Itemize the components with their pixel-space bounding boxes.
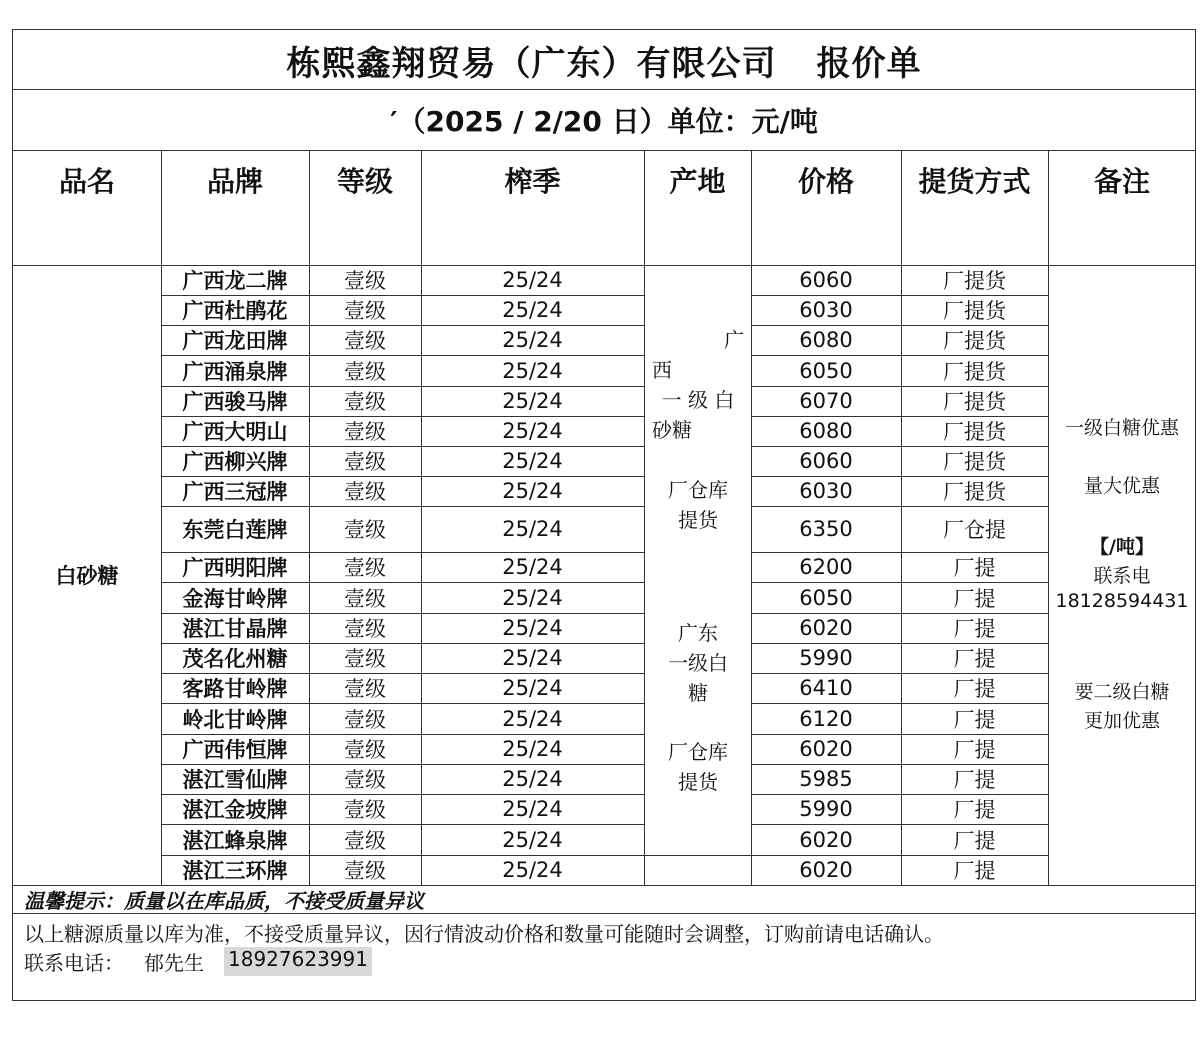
notes-line4: 联系电 (1093, 565, 1151, 587)
origin-line: 提货 (678, 770, 718, 794)
brand-cell: 广西龙田牌 (182, 329, 288, 353)
season-cell: 25/24 (502, 419, 563, 443)
column-header: 等级 (336, 165, 393, 198)
price-cell: 5990 (799, 797, 853, 821)
pickup-cell: 厂提货 (943, 269, 1006, 293)
season-cell: 25/24 (502, 389, 563, 413)
price-cell: 6020 (799, 737, 853, 761)
contact-line (24, 947, 372, 976)
pickup-cell: 厂提货 (943, 329, 1006, 353)
pickup-cell: 厂提 (953, 768, 996, 792)
pickup-cell: 厂提 (953, 586, 996, 611)
season-cell: 25/24 (502, 585, 563, 610)
pickup-cell: 厂提 (953, 617, 996, 641)
grade-cell: 壹级 (344, 707, 386, 732)
contact-name: 郁先生 (144, 951, 204, 975)
season-cell: 25/24 (502, 449, 563, 473)
season-cell: 25/24 (502, 767, 563, 791)
season-cell: 25/24 (502, 827, 563, 852)
pickup-cell: 厂提 (953, 859, 996, 883)
price-cell: 6200 (799, 555, 853, 579)
origin-line (652, 445, 744, 475)
brand-cell: 湛江雪仙牌 (182, 768, 288, 792)
origin-line (652, 708, 744, 737)
warm-tip: 温馨提示：质量以在库品质，不接受质量异议 (24, 889, 424, 913)
grade-cell: 壹级 (344, 420, 386, 444)
price-cell: 6030 (799, 298, 853, 322)
notes-line6: 要二级白糖 (1074, 681, 1170, 703)
brand-cell: 广西骏马牌 (182, 390, 288, 414)
origin-guangxi (652, 325, 744, 535)
season-cell: 25/24 (502, 616, 563, 640)
price-cell: 5990 (799, 646, 853, 670)
grade-cell: 壹级 (344, 738, 386, 762)
grade-cell: 壹级 (344, 556, 386, 580)
brand-cell: 广西明阳牌 (182, 556, 288, 580)
brand-cell: 湛江金坡牌 (182, 798, 288, 822)
price-cell: 6050 (799, 358, 853, 383)
price-cell: 6050 (799, 585, 853, 610)
pickup-cell: 厂提 (953, 556, 996, 580)
column-header: 提货方式 (918, 165, 1031, 198)
brand-cell: 广西杜鹃花 (182, 299, 288, 323)
season-cell: 25/24 (502, 517, 563, 541)
brand-cell: 茂名化州糖 (182, 647, 288, 671)
season-cell: 25/24 (502, 858, 563, 882)
brand-cell: 客路甘岭牌 (182, 677, 288, 701)
origin-line: 广 (724, 328, 744, 352)
grade-cell: 壹级 (344, 269, 386, 293)
product-name: 白砂糖 (55, 564, 119, 588)
brand-cell: 东莞白莲牌 (182, 518, 288, 542)
season-cell: 25/24 (502, 646, 563, 670)
season-cell: 25/24 (502, 328, 563, 352)
page-title (13, 30, 1195, 90)
brand-cell: 金海甘岭牌 (182, 586, 288, 611)
season-cell: 25/24 (502, 676, 563, 700)
price-cell: 6020 (799, 616, 853, 640)
price-cell: 6120 (799, 706, 853, 731)
column-divider (1048, 150, 1049, 885)
origin-line: 广东 (678, 621, 718, 645)
column-header: 产地 (669, 165, 726, 198)
company-name: 栋熙鑫翔贸易（广东）有限公司 (286, 43, 777, 84)
pickup-cell: 厂提 (953, 798, 996, 822)
origin-line: 一 级 白 (661, 388, 735, 412)
grade-cell: 壹级 (344, 480, 386, 504)
season-cell: 25/24 (502, 268, 563, 292)
pickup-cell: 厂提货 (943, 480, 1006, 504)
season-cell: 25/24 (502, 706, 563, 731)
origin-line: 提货 (678, 508, 718, 532)
notes-line2: 量大优惠 (1083, 475, 1160, 497)
season-cell: 25/24 (502, 358, 563, 383)
grade-cell: 壹级 (344, 828, 386, 853)
season-cell: 25/24 (502, 797, 563, 821)
doc-type: 报价单 (816, 43, 922, 84)
column-header: 备注 (1093, 165, 1150, 198)
price-cell: 6080 (799, 419, 853, 443)
origin-line: 糖 (688, 681, 708, 705)
row-divider (644, 855, 751, 856)
pickup-cell: 厂提 (953, 828, 996, 853)
season-cell: 25/24 (502, 298, 563, 322)
price-cell: 6020 (799, 858, 853, 882)
column-header: 品名 (58, 165, 115, 198)
brand-cell: 广西大明山 (182, 420, 288, 444)
contact-phone[interactable]: 18927623991 (224, 947, 372, 976)
brand-cell: 湛江甘晶牌 (182, 617, 288, 641)
grade-cell: 壹级 (344, 798, 386, 822)
origin-line: 砂糖 (652, 418, 692, 442)
notes-line5: 18128594431 (1055, 590, 1189, 612)
brand-cell: 广西涌泉牌 (182, 359, 288, 384)
grade-cell: 壹级 (344, 768, 386, 792)
disclaimer: 以上糖源质量以库为准，不接受质量异议，因行情波动价格和数量可能随时会调整，订购前请电话确认。 (24, 922, 944, 946)
season-cell: 25/24 (502, 479, 563, 503)
price-cell: 6060 (799, 449, 853, 473)
brand-cell: 湛江蜂泉牌 (182, 828, 288, 853)
pickup-cell: 厂提货 (943, 299, 1006, 323)
price-cell: 6060 (799, 268, 853, 292)
column-header: 榨季 (504, 165, 561, 198)
column-divider (644, 150, 645, 885)
pickup-cell: 厂仓提 (943, 518, 1006, 542)
origin-guangdong (652, 618, 744, 797)
pickup-cell: 厂提 (953, 647, 996, 671)
contact-label: 联系电话： (24, 951, 124, 975)
grade-cell: 壹级 (344, 647, 386, 671)
brand-cell: 岭北甘岭牌 (182, 707, 288, 732)
brand-cell: 广西龙二牌 (182, 269, 288, 293)
grade-cell: 壹级 (344, 329, 386, 353)
season-cell: 25/24 (502, 737, 563, 761)
notes-line1: 一级白糖优惠 (1064, 417, 1179, 439)
price-cell: 6070 (799, 389, 853, 413)
grade-cell: 壹级 (344, 586, 386, 611)
origin-line: 厂仓库 (668, 478, 728, 502)
notes-line7: 更加优惠 (1083, 710, 1160, 732)
origin-line: 西 (652, 358, 672, 382)
pickup-cell: 厂提货 (943, 450, 1006, 474)
pickup-cell: 厂提 (953, 738, 996, 762)
origin-line: 一级白 (668, 651, 728, 675)
grade-cell: 壹级 (344, 859, 386, 883)
price-cell: 6020 (799, 827, 853, 852)
column-header: 价格 (797, 165, 854, 198)
notes-line3: 【/吨】 (1090, 536, 1154, 558)
grade-cell: 壹级 (344, 390, 386, 414)
price-cell: 5985 (799, 767, 853, 791)
price-cell: 6410 (799, 676, 853, 700)
pickup-cell: 厂提货 (943, 390, 1006, 414)
pickup-cell: 厂提货 (943, 359, 1006, 384)
pickup-cell: 厂提 (953, 677, 996, 701)
price-cell: 6080 (799, 328, 853, 352)
grade-cell: 壹级 (344, 299, 386, 323)
brand-cell: 湛江三环牌 (182, 859, 288, 883)
origin-line: 厂仓库 (668, 740, 728, 764)
date-unit-line: ′（2025 / 2/20 日）单位：元/吨 (390, 105, 818, 138)
grade-cell: 壹级 (344, 359, 386, 384)
season-cell: 25/24 (502, 555, 563, 579)
column-header: 品牌 (206, 165, 263, 198)
grade-cell: 壹级 (344, 617, 386, 641)
price-cell: 6350 (799, 517, 853, 541)
grade-cell: 壹级 (344, 450, 386, 474)
grade-cell: 壹级 (344, 677, 386, 701)
grade-cell: 壹级 (344, 518, 386, 542)
price-cell: 6030 (799, 479, 853, 503)
brand-cell: 广西柳兴牌 (182, 450, 288, 474)
pickup-cell: 厂提 (953, 707, 996, 732)
brand-cell: 广西伟恒牌 (182, 738, 288, 762)
brand-cell: 广西三冠牌 (182, 480, 288, 504)
pickup-cell: 厂提货 (943, 420, 1006, 444)
